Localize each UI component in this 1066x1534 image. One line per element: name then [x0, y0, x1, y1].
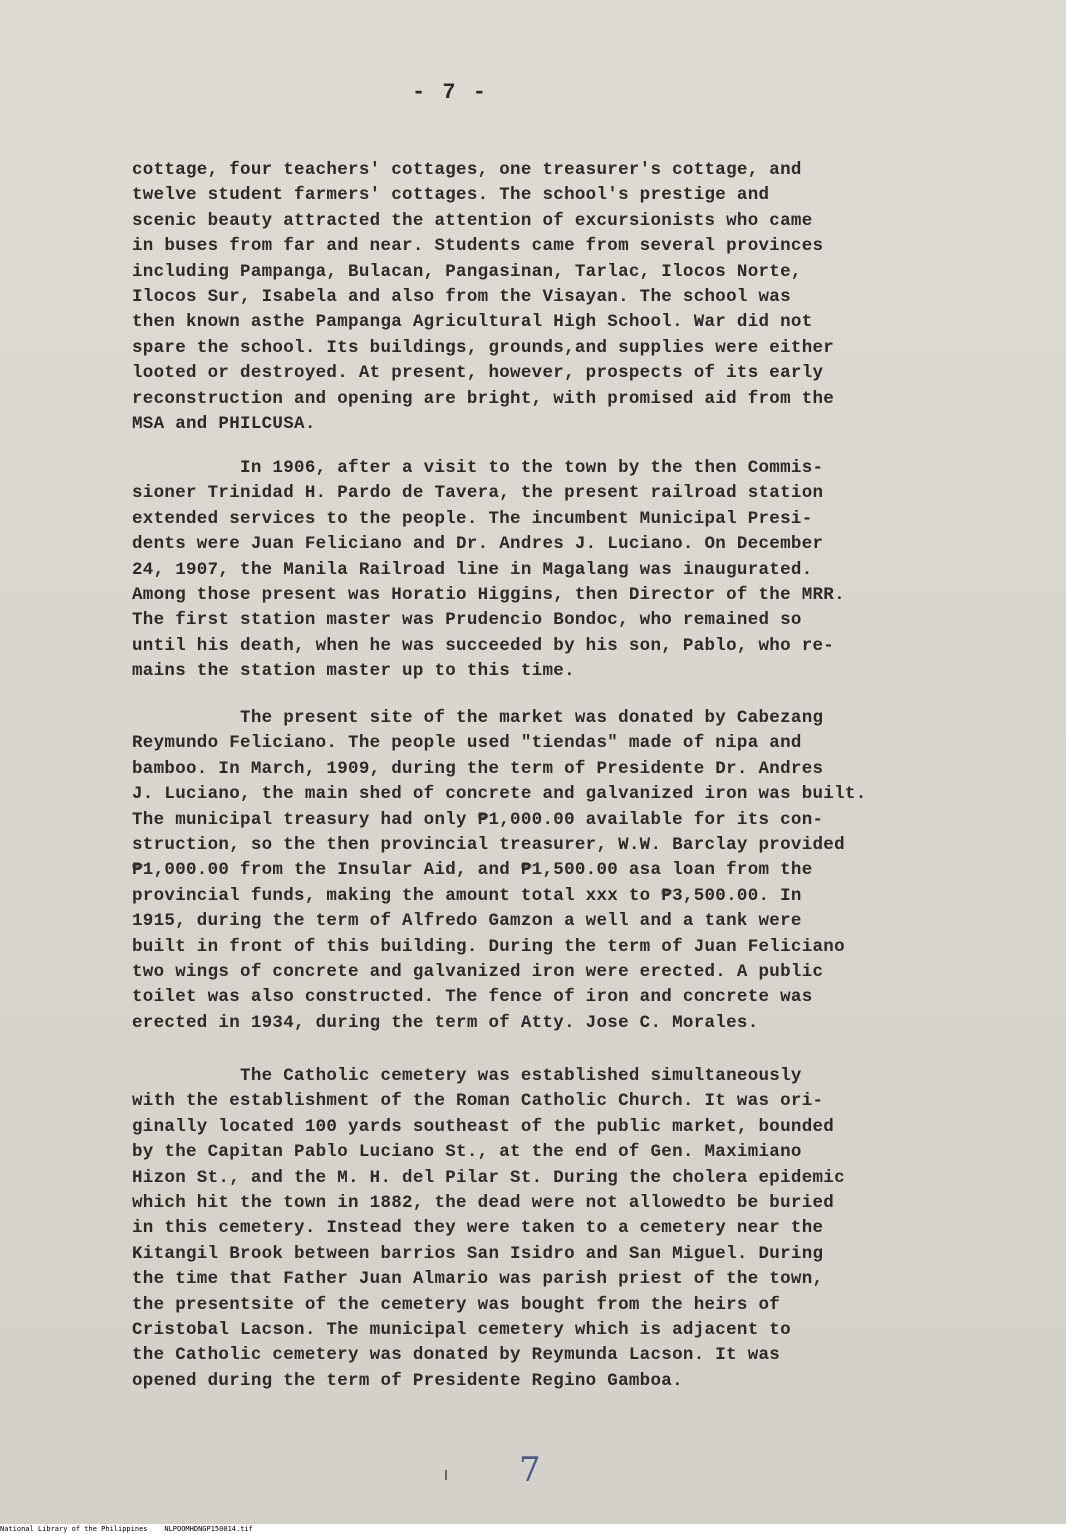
text-line: opened during the term of Presidente Regino Gamboa. [132, 1370, 683, 1391]
text-line: ₱1,000.00 from the Insular Aid, and ₱1,500.00 asa loan from the [132, 860, 813, 881]
text-line: The Catholic cemetery was established simultaneously [132, 1066, 802, 1086]
pencil-mark [445, 1470, 447, 1480]
text-line: reconstruction and opening are bright, with promised aid from the [132, 388, 835, 409]
text-line: 1915, during the term of Alfredo Gamzon a well and a tank were [132, 911, 802, 932]
text-line: The municipal treasury had only ₱1,000.00 available for its con- [132, 809, 824, 830]
paragraph-cemetery [132, 1064, 962, 1394]
text-line: erected in 1934, during the term of Atty. Jose C. Morales. [132, 1012, 759, 1033]
text-line: bamboo. In March, 1909, during the term of Presidente Dr. Andres [132, 758, 824, 779]
text-line: ginally located 100 yards southeast of the public market, bounded [132, 1116, 835, 1137]
archive-footer: National Library of the Philippines NLPOOMHDNGP150014.tif [0, 1525, 253, 1533]
text-line: Hizon St., and the M. H. del Pilar St. During the cholera epidemic [132, 1167, 845, 1188]
text-line: spare the school. Its buildings, grounds,and supplies were either [132, 337, 835, 358]
page-header: - 7 - [411, 80, 488, 105]
text-line: In 1906, after a visit to the town by the then Commis- [132, 458, 824, 478]
text-line: Cristobal Lacson. The municipal cemetery which is adjacent to [132, 1320, 791, 1341]
text-line: built in front of this building. During the term of Juan Feliciano [132, 936, 845, 957]
text-line: the time that Father Juan Almario was parish priest of the town, [132, 1269, 824, 1290]
paragraph-railroad-station [132, 456, 962, 685]
text-line: then known asthe Pampanga Agricultural High School. War did not [132, 312, 813, 333]
text-line: until his death, when he was succeeded by his son, Pablo, who re- [132, 635, 835, 656]
text-line: Ilocos Sur, Isabela and also from the Visayan. The school was [132, 287, 791, 308]
text-line: Kitangil Brook between barrios San Isidro and San Miguel. During [132, 1243, 824, 1264]
text-line: dents were Juan Feliciano and Dr. Andres J. Luciano. On December [132, 534, 824, 555]
text-line: The present site of the market was donated by Cabezang [132, 708, 824, 728]
text-line: two wings of concrete and galvanized iron were erected. A public [132, 962, 824, 983]
text-line: the Catholic cemetery was donated by Reymunda Lacson. It was [132, 1345, 781, 1366]
text-line: provincial funds, making the amount total xxx to ₱3,500.00. In [132, 885, 802, 906]
text-line: MSA and PHILCUSA. [132, 414, 316, 435]
text-line: in this cemetery. Instead they were taken to a cemetery near the [132, 1218, 824, 1239]
text-line: 24, 1907, the Manila Railroad line in Magalang was inaugurated. [132, 559, 813, 580]
paragraph-market [132, 706, 962, 1036]
text-line: which hit the town in 1882, the dead were not allowedto be buried [132, 1193, 835, 1214]
text-line: in buses from far and near. Students came from several provinces [132, 236, 824, 257]
paragraph-school-history [132, 158, 962, 437]
text-line: toilet was also constructed. The fence of iron and concrete was [132, 987, 813, 1008]
text-line: cottage, four teachers' cottages, one treasurer's cottage, and [132, 160, 802, 180]
text-line: by the Capitan Pablo Luciano St., at the end of Gen. Maximiano [132, 1142, 802, 1163]
text-line: Reymundo Feliciano. The people used "tiendas" made of nipa and [132, 733, 802, 754]
text-line: sioner Trinidad H. Pardo de Tavera, the present railroad station [132, 483, 824, 504]
text-line: mains the station master up to this time. [132, 661, 575, 682]
handwritten-page-number: 7 [519, 1450, 541, 1490]
text-line: extended services to the people. The incumbent Municipal Presi- [132, 508, 813, 529]
text-line: with the establishment of the Roman Catholic Church. It was ori- [132, 1091, 824, 1112]
text-line: scenic beauty attracted the attention of excursionists who came [132, 210, 813, 231]
text-line: twelve student farmers' cottages. The school's prestige and [132, 185, 770, 206]
text-line: The first station master was Prudencio Bondoc, who remained so [132, 610, 802, 631]
text-line: the presentsite of the cemetery was bought from the heirs of [132, 1294, 781, 1315]
text-line: looted or destroyed. At present, however, prospects of its early [132, 363, 824, 384]
text-line: including Pampanga, Bulacan, Pangasinan, Tarlac, Ilocos Norte, [132, 261, 802, 282]
text-line: Among those present was Horatio Higgins, then Director of the MRR. [132, 585, 845, 606]
text-line: J. Luciano, the main shed of concrete and galvanized iron was built. [132, 784, 867, 805]
text-line: struction, so the then provincial treasurer, W.W. Barclay provided [132, 835, 845, 856]
